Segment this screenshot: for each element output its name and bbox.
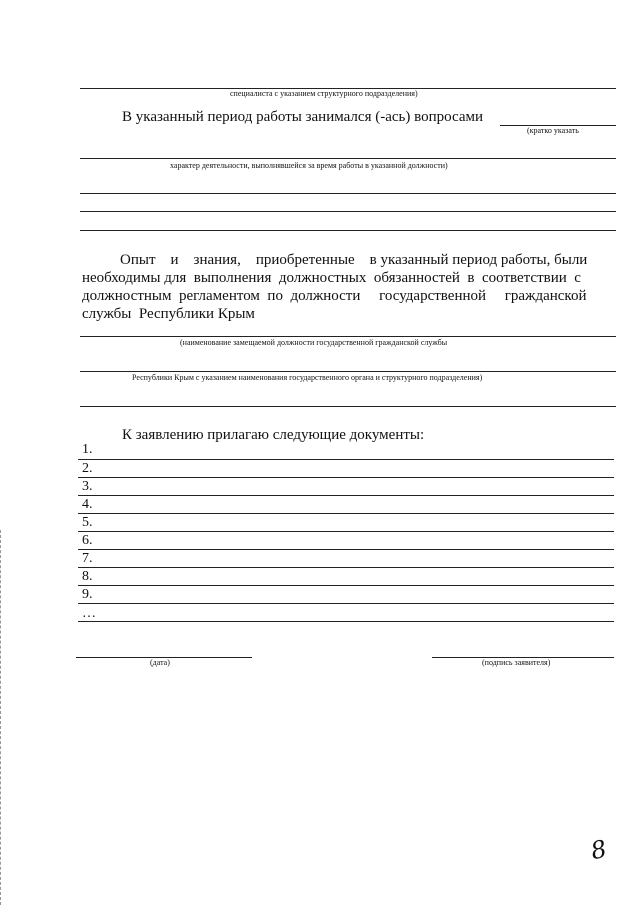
position-line[interactable] [80,336,616,337]
attachment-line[interactable] [78,621,614,622]
attachment-item: 9. [82,587,93,602]
attachment-line[interactable] [78,585,614,586]
attachment-line[interactable] [78,495,614,496]
position-caption: (наименование замещаемой должности государственной гражданской службы [180,338,448,347]
experience-line-3: должностным регламентом по должности государственной гражданской [82,288,587,304]
attachment-line[interactable] [78,513,614,514]
attachment-line[interactable] [78,603,614,604]
attachment-item: 8. [82,569,93,584]
attachment-line[interactable] [78,477,614,478]
activity-caption: характер деятельности, выполнявшейся за время работы в указанной должности) [170,161,448,170]
republic-line[interactable] [80,371,616,372]
attachment-item: 7. [82,551,93,566]
attachment-item: 1. [82,442,93,457]
experience-line-2: необходимы для выполнения должностных обязанностей в соответствии с [82,270,581,286]
attachment-line[interactable] [78,459,614,460]
period-text: В указанный период работы занимался (-ась) вопросами [122,109,484,125]
attachment-item: 6. [82,533,93,548]
attachment-item: 3. [82,479,93,494]
republic-caption: Республики Крым с указанием наименования государственного органа и структурного подразделения) [132,373,483,382]
specialist-caption: специалиста с указанием структурного подразделения) [230,89,418,98]
activity-line-2[interactable] [80,193,616,194]
republic-line-2[interactable] [80,406,616,407]
experience-line-1: Опыт и знания, приобретенные в указанный период работы, были [120,252,588,268]
date-caption: (дата) [150,658,170,667]
binding-margin [0,530,3,905]
activity-line[interactable] [80,158,616,159]
attachment-line[interactable] [78,549,614,550]
attachment-item: 2. [82,461,93,476]
attachment-item: 5. [82,515,93,530]
experience-line-4: службы Республики Крым [82,306,255,322]
attachments-heading: К заявлению прилагаю следующие документы: [122,427,425,443]
activity-line-3[interactable] [80,211,616,212]
attachment-item: … [82,606,96,621]
attachment-line[interactable] [78,567,614,568]
activity-line-4[interactable] [80,230,616,231]
briefly-caption: (кратко указать [527,126,579,135]
attachment-line[interactable] [78,531,614,532]
page-number: 8 [588,834,610,866]
signature-caption: (подпись заявителя) [482,658,551,667]
attachment-item: 4. [82,497,93,512]
